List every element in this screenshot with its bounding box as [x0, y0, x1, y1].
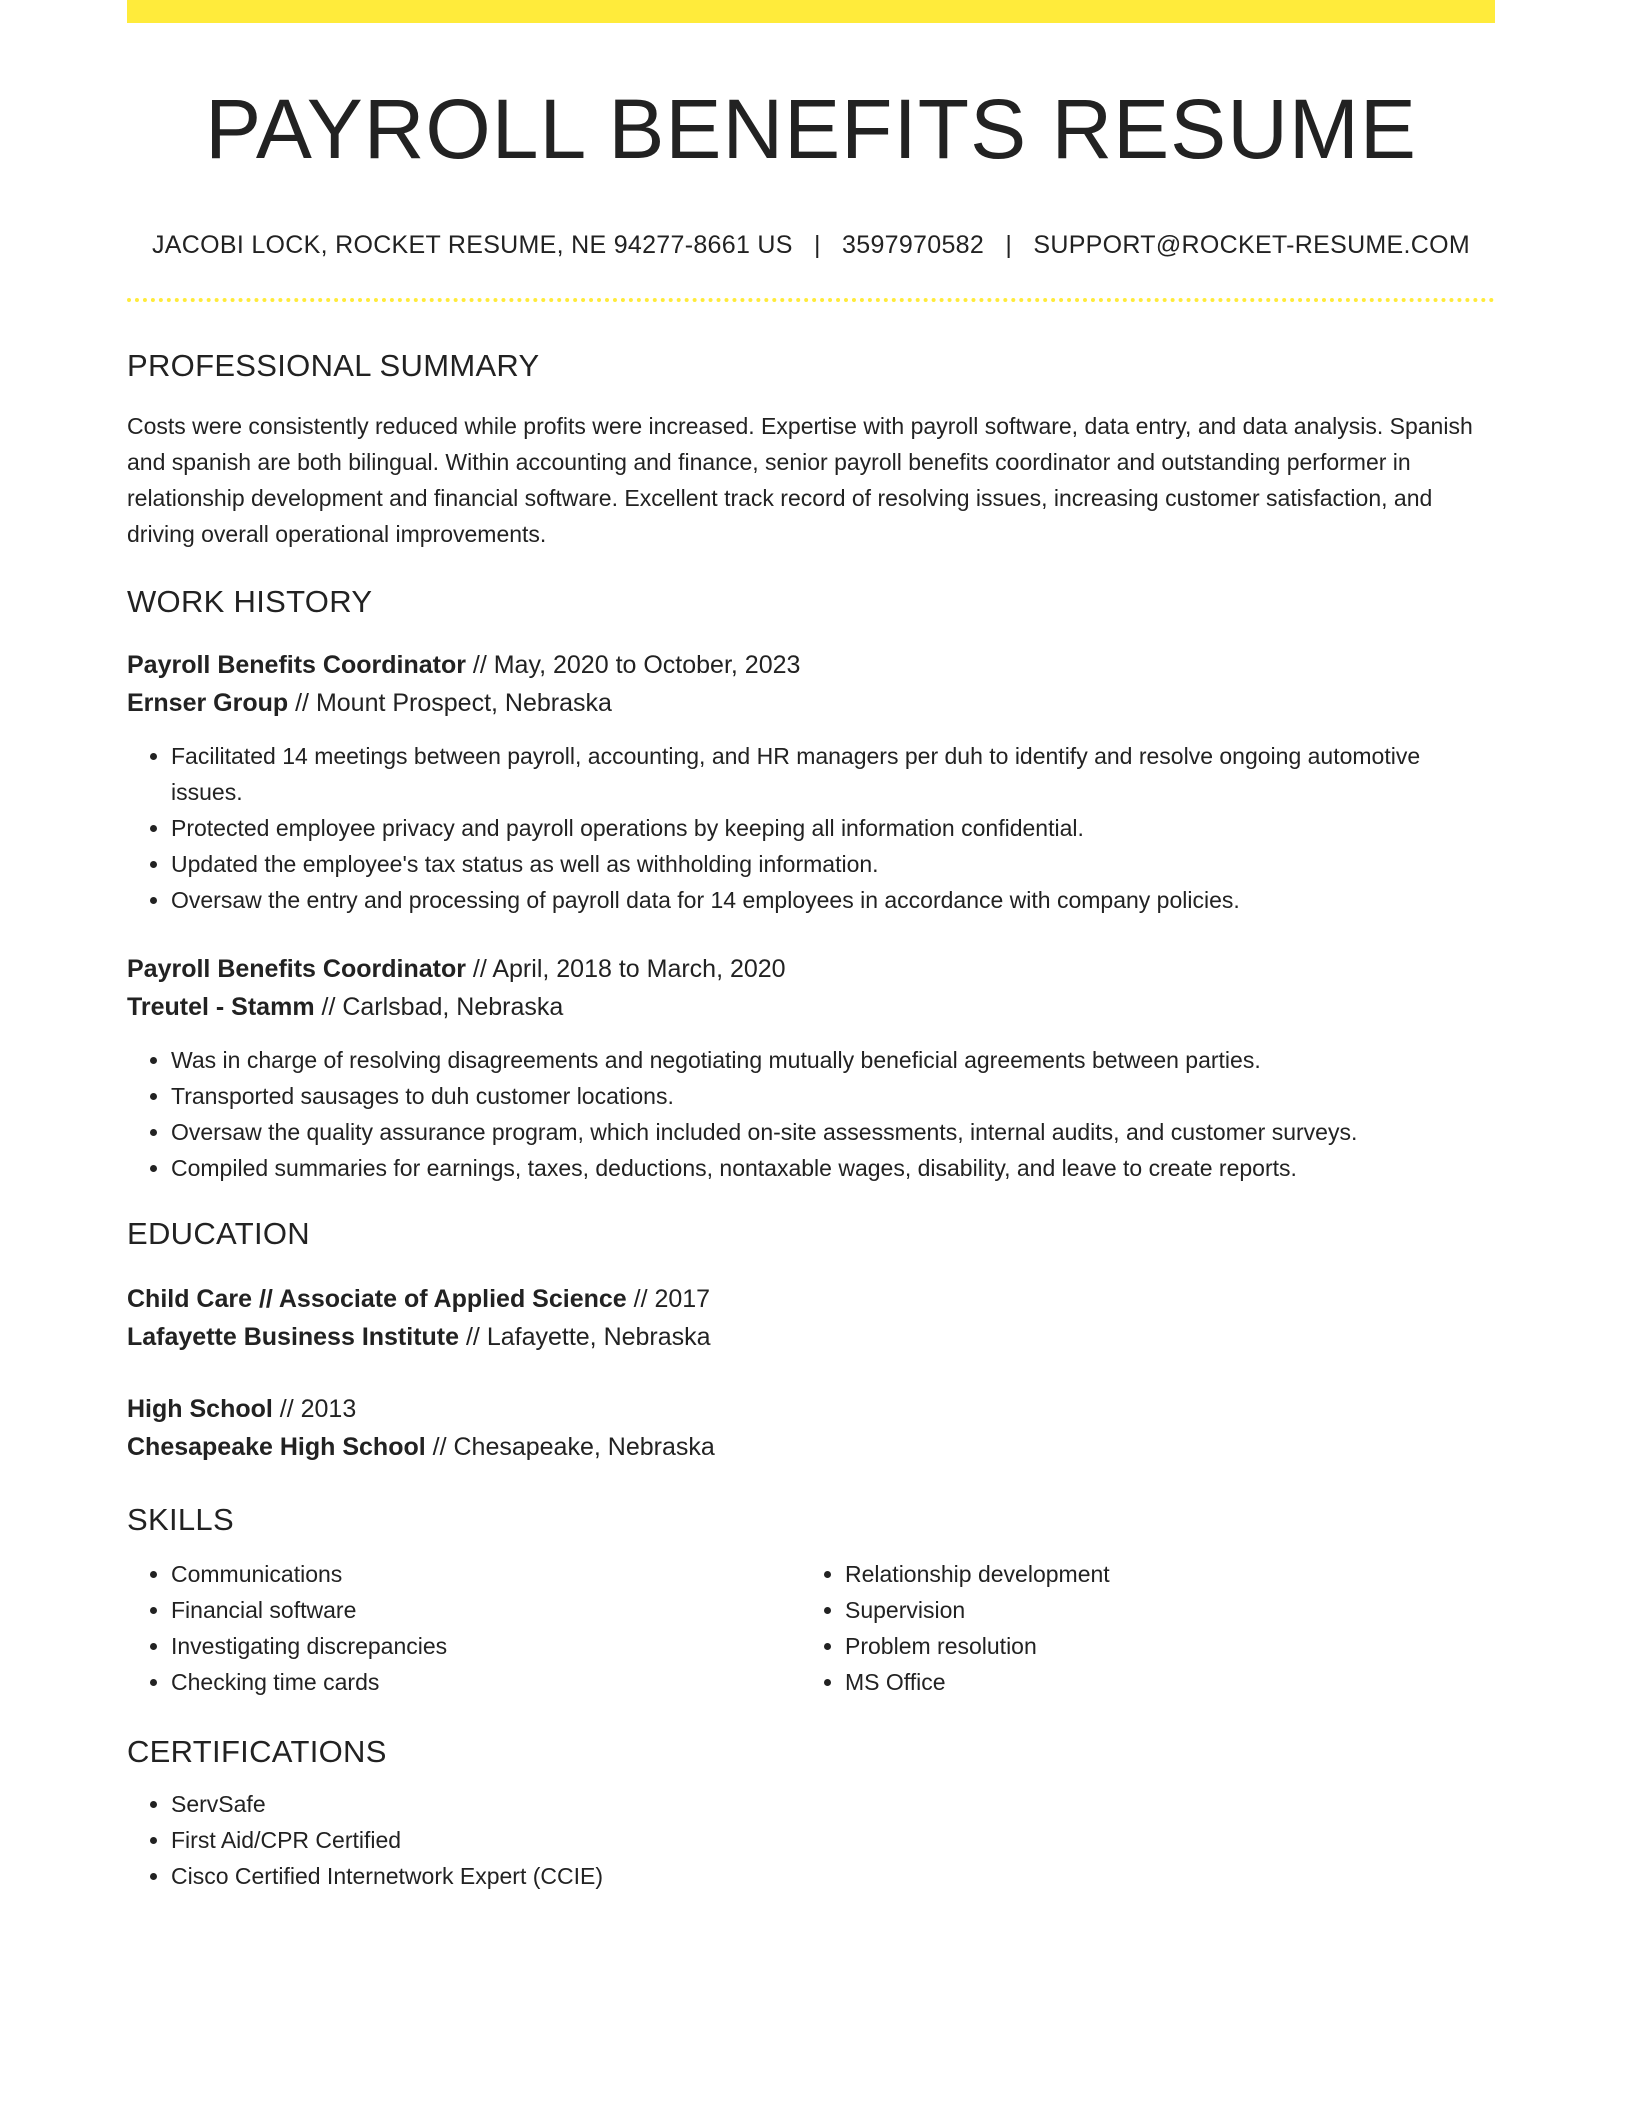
- skill-item: • Communications: [171, 1556, 801, 1592]
- contact-email: SUPPORT@ROCKET-RESUME.COM: [1033, 231, 1471, 260]
- job-bullet: • Was in charge of resolving disagreements and negotiating mutually beneficial agreements between parties.: [171, 1042, 1495, 1078]
- work-history-heading: WORK HISTORY: [127, 584, 373, 620]
- skill-item: • MS Office: [845, 1664, 1475, 1700]
- contact-phone: 3597970582: [842, 231, 985, 260]
- contact-separator: |: [1005, 231, 1013, 260]
- skills-heading: SKILLS: [127, 1502, 234, 1538]
- job-dates: // April, 2018 to March, 2020: [465, 955, 786, 984]
- education-year: // 2017: [626, 1285, 711, 1314]
- certification-item: • Cisco Certified Internetwork Expert (CCIE): [171, 1858, 1495, 1894]
- skills-right-list: [801, 1556, 1475, 1700]
- education-school-line: [127, 1428, 1495, 1466]
- job-bullet: • Compiled summaries for earnings, taxes, deductions, nontaxable wages, disability, and leave to create reports.: [171, 1150, 1495, 1186]
- skill-item: • Investigating discrepancies: [171, 1628, 801, 1664]
- skills-columns: [127, 1556, 1495, 1700]
- job-dates: // May, 2020 to October, 2023: [465, 651, 801, 680]
- education-degree: High School: [127, 1395, 273, 1424]
- job-location: // Carlsbad, Nebraska: [314, 993, 564, 1022]
- job-title: Payroll Benefits Coordinator: [127, 955, 466, 984]
- summary-text: Costs were consistently reduced while profits were increased. Expertise with payroll software, data entry, and data analysis. Spanish and spanish are both bilingual. Within accounting and finance, senior payroll benefits coordinator and outstanding performer in relationship development and financial software. Excellent track record of resolving issues, increasing customer satisfaction, and driving overall operational improvements.: [127, 413, 1473, 548]
- education-school: Lafayette Business Institute: [127, 1323, 460, 1352]
- resume-page: [127, 0, 1495, 1894]
- summary-heading: PROFESSIONAL SUMMARY: [127, 348, 540, 384]
- job-company: Ernser Group: [127, 689, 289, 718]
- education-entry: [127, 1390, 1495, 1466]
- education-heading: EDUCATION: [127, 1216, 310, 1252]
- contact-separator: |: [813, 231, 821, 260]
- job-entry: [127, 950, 1495, 1186]
- contact-address: JACOBI LOCK, ROCKET RESUME, NE 94277-8661 US: [151, 231, 793, 260]
- education-location: // Lafayette, Nebraska: [459, 1323, 711, 1352]
- job-bullets: [127, 738, 1495, 918]
- job-title-line: [127, 950, 1495, 988]
- education-degree: Child Care // Associate of Applied Science: [127, 1285, 627, 1314]
- job-bullets: [127, 1042, 1495, 1186]
- job-company-line: [127, 988, 1495, 1026]
- job-company-line: [127, 684, 1495, 722]
- job-bullet: • Updated the employee's tax status as well as withholding information.: [171, 846, 1495, 882]
- skill-item: • Checking time cards: [171, 1664, 801, 1700]
- job-entry: [127, 646, 1495, 918]
- skills-left-list: [127, 1556, 801, 1700]
- skill-item: • Problem resolution: [845, 1628, 1475, 1664]
- certifications-list: [127, 1786, 1495, 1894]
- job-title-line: [127, 646, 1495, 684]
- job-bullet: • Protected employee privacy and payroll operations by keeping all information confidential.: [171, 810, 1495, 846]
- skill-item: • Relationship development: [845, 1556, 1475, 1592]
- certification-item: • ServSafe: [171, 1786, 1495, 1822]
- job-bullet: • Oversaw the entry and processing of payroll data for 14 employees in accordance with company policies.: [171, 882, 1495, 918]
- education-degree-line: [127, 1280, 1495, 1318]
- education-school-line: [127, 1318, 1495, 1356]
- job-company: Treutel - Stamm: [127, 993, 315, 1022]
- contact-line: [127, 231, 1495, 260]
- certifications-heading: CERTIFICATIONS: [127, 1734, 387, 1770]
- resume-title: PAYROLL BENEFITS RESUME: [205, 82, 1417, 176]
- job-bullet: • Oversaw the quality assurance program, which included on-site assessments, internal audits, and customer surveys.: [171, 1114, 1495, 1150]
- education-location: // Chesapeake, Nebraska: [425, 1433, 715, 1462]
- certification-item: • First Aid/CPR Certified: [171, 1822, 1495, 1858]
- job-title: Payroll Benefits Coordinator: [127, 651, 466, 680]
- job-bullet: • Facilitated 14 meetings between payroll, accounting, and HR managers per duh to identify and resolve ongoing automotive issues.: [171, 738, 1495, 810]
- education-school: Chesapeake High School: [127, 1433, 426, 1462]
- dotted-divider: [127, 298, 1495, 302]
- accent-top-bar: [127, 0, 1495, 23]
- skill-item: • Financial software: [171, 1592, 801, 1628]
- education-entry: [127, 1280, 1495, 1356]
- skill-item: • Supervision: [845, 1592, 1475, 1628]
- education-degree-line: [127, 1390, 1495, 1428]
- job-bullet: • Transported sausages to duh customer locations.: [171, 1078, 1495, 1114]
- job-location: // Mount Prospect, Nebraska: [288, 689, 612, 718]
- education-year: // 2013: [272, 1395, 357, 1424]
